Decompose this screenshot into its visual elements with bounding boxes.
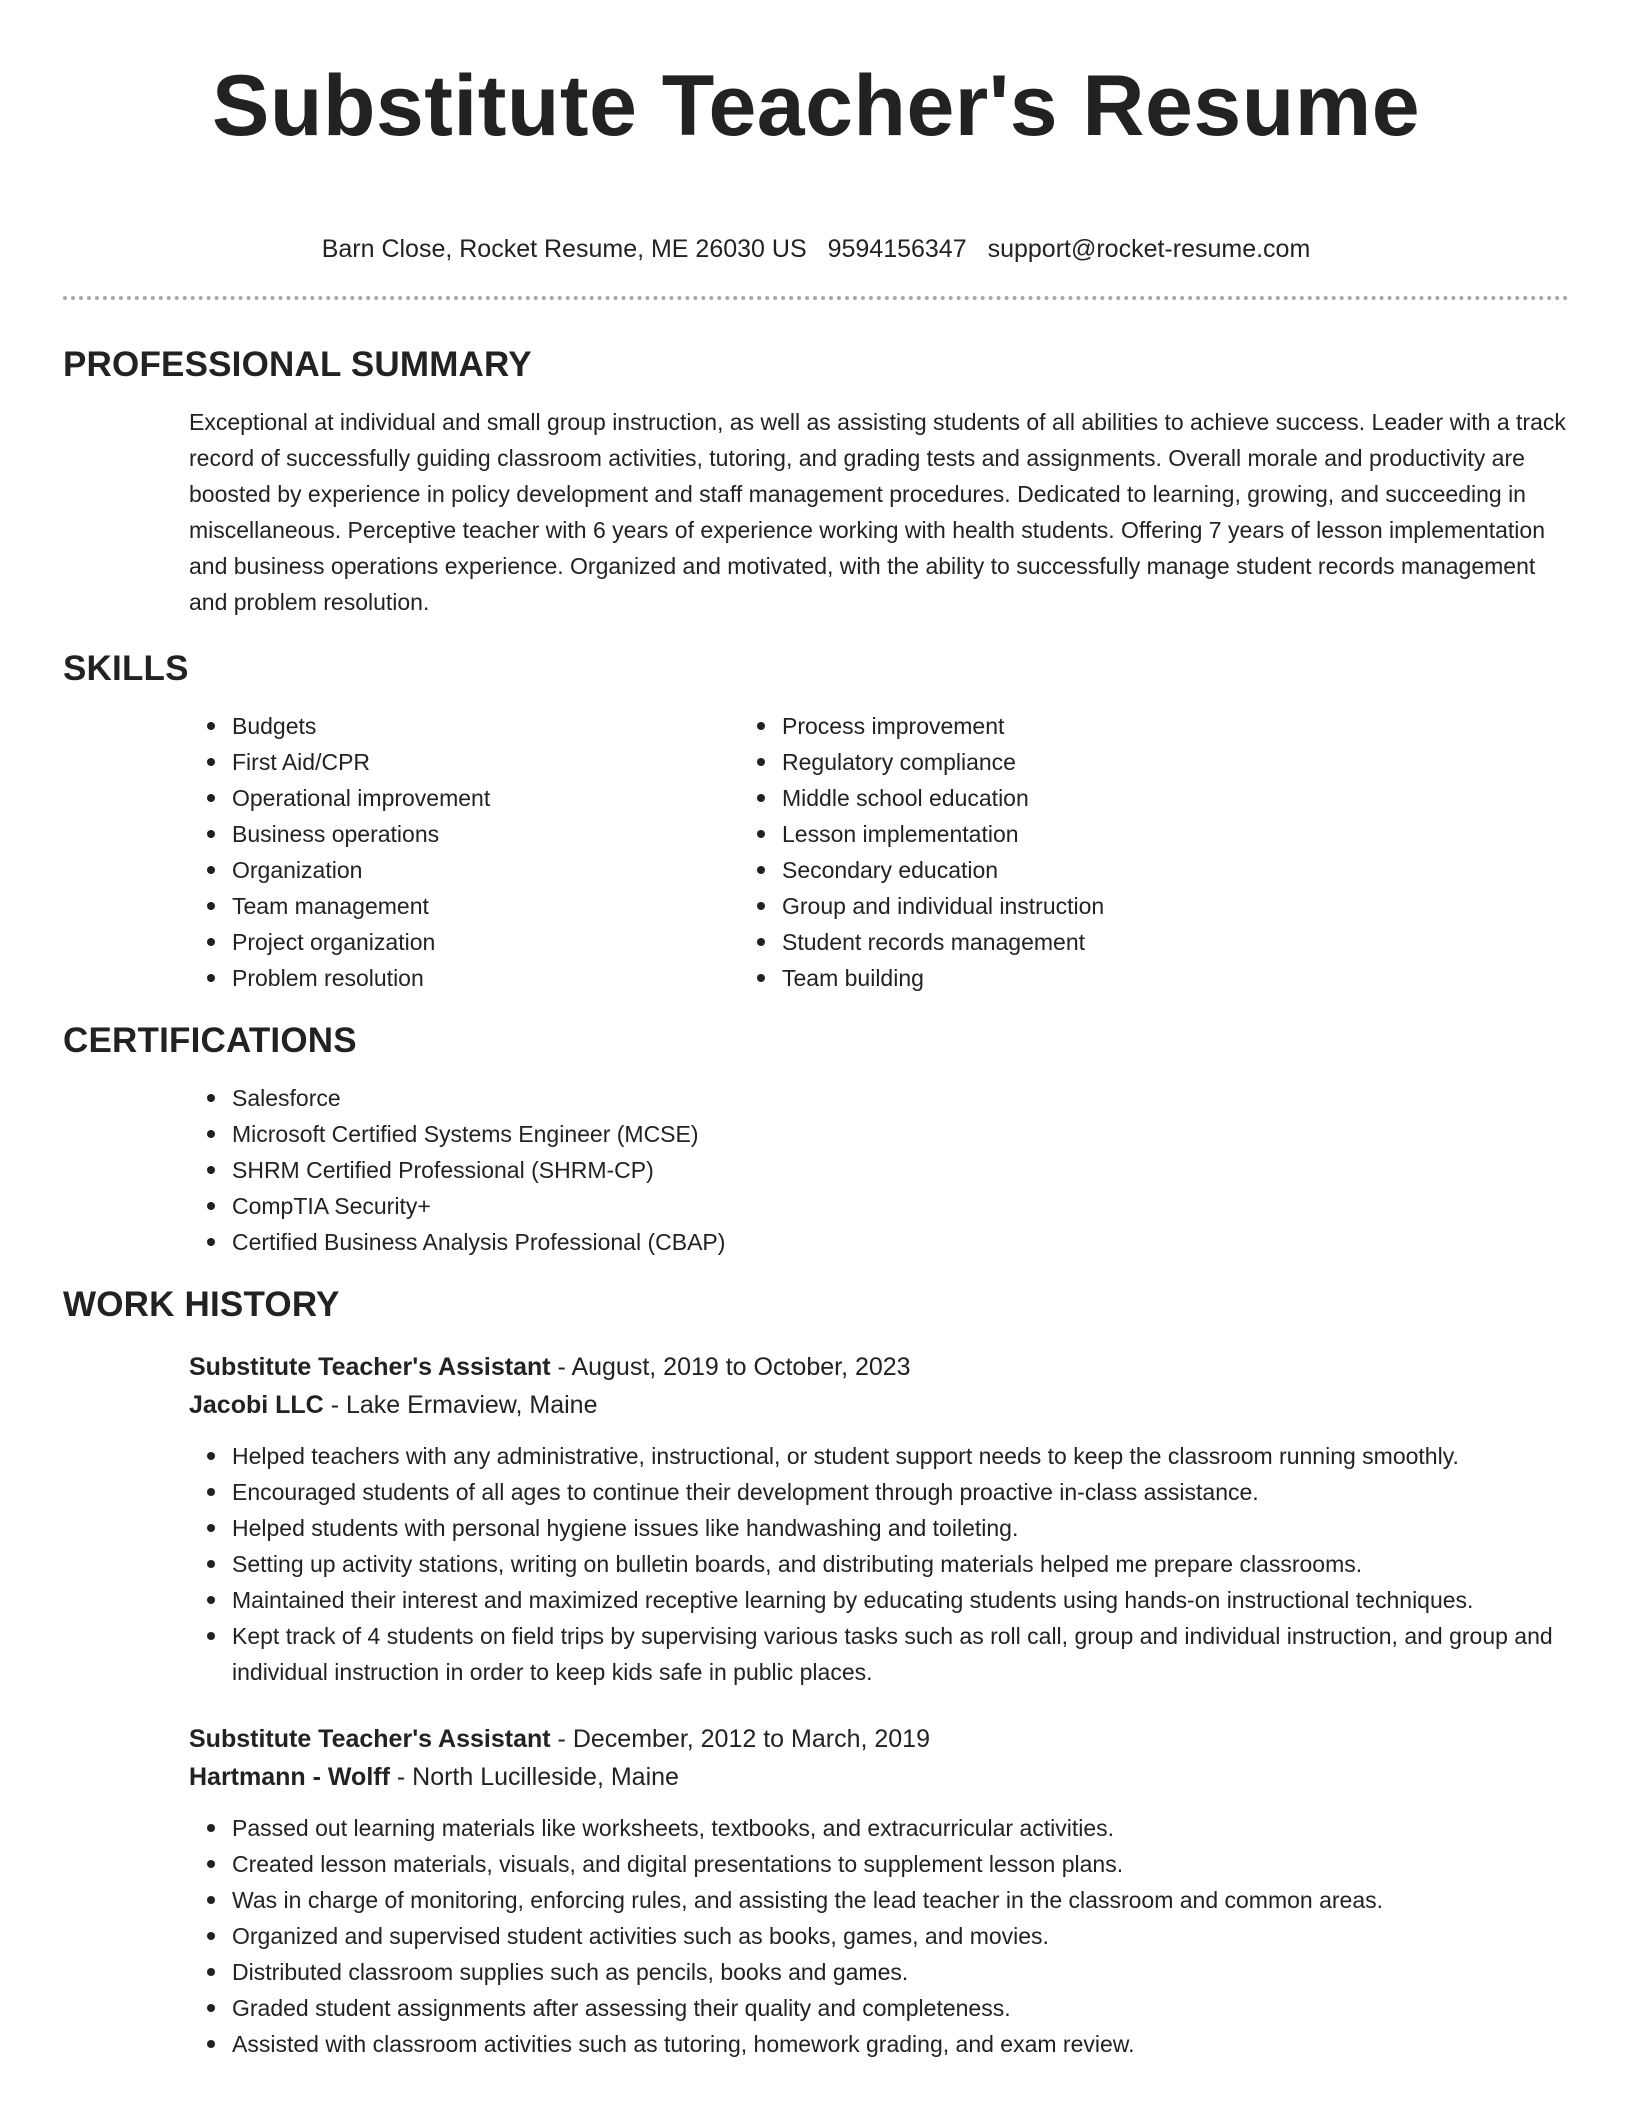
- job-dates: - August, 2019 to October, 2023: [550, 1353, 911, 1381]
- skill-item: Business operations: [63, 816, 742, 852]
- skill-item: Middle school education: [742, 780, 1421, 816]
- certifications-heading: CERTIFICATIONS: [63, 1021, 357, 1060]
- job-company: Hartmann - Wolff: [189, 1763, 390, 1791]
- job-duty: Kept track of 4 students on field trips by supervising various tasks such as roll call, group and individual instruction, and group and individual instruction in order to keep kids safe in public places.: [63, 1618, 1569, 1690]
- job-role-line: [189, 1348, 1569, 1386]
- skill-item: Group and individual instruction: [742, 888, 1421, 924]
- job-duties-list: [63, 1438, 1569, 1690]
- certification-item: Certified Business Analysis Professional (CBAP): [63, 1224, 1569, 1260]
- job-duty: Assisted with classroom activities such as tutoring, homework grading, and exam review.: [63, 2026, 1569, 2062]
- job-location: - Lake Ermaview, Maine: [323, 1391, 598, 1419]
- job-duty: Organized and supervised student activities such as books, games, and movies.: [63, 1918, 1569, 1954]
- work-history-heading: WORK HISTORY: [63, 1285, 340, 1324]
- skill-item: First Aid/CPR: [63, 744, 742, 780]
- skill-item: Project organization: [63, 924, 742, 960]
- job-entry: [63, 1348, 1569, 1690]
- contact-info: [63, 234, 1569, 264]
- skills-column-left: [63, 708, 742, 996]
- email: support@rocket-resume.com: [987, 235, 1311, 263]
- job-duty: Created lesson materials, visuals, and digital presentations to supplement lesson plans.: [63, 1846, 1569, 1882]
- job-duty: Setting up activity stations, writing on bulletin boards, and distributing materials helped me prepare classrooms.: [63, 1546, 1569, 1582]
- skill-item: Team management: [63, 888, 742, 924]
- certification-item: CompTIA Security+: [63, 1188, 1569, 1224]
- job-dates: - December, 2012 to March, 2019: [550, 1725, 930, 1753]
- certifications-list: [63, 1080, 1569, 1260]
- job-duty: Was in charge of monitoring, enforcing rules, and assisting the lead teacher in the classroom and common areas.: [63, 1882, 1569, 1918]
- skill-item: Budgets: [63, 708, 742, 744]
- skills-list: [63, 708, 1569, 996]
- phone: 9594156347: [827, 235, 967, 263]
- skills-column-right: [742, 708, 1421, 996]
- job-duties-list: [63, 1810, 1569, 2062]
- job-duty: Passed out learning materials like worksheets, textbooks, and extracurricular activities.: [63, 1810, 1569, 1846]
- job-duty: Graded student assignments after assessing their quality and completeness.: [63, 1990, 1569, 2026]
- job-location: - North Lucilleside, Maine: [389, 1763, 679, 1791]
- certification-item: Microsoft Certified Systems Engineer (MCSE): [63, 1116, 1569, 1152]
- skill-item: Organization: [63, 852, 742, 888]
- skill-item: Operational improvement: [63, 780, 742, 816]
- job-role-line: [189, 1720, 1569, 1758]
- job-role: Substitute Teacher's Assistant: [189, 1725, 551, 1753]
- skill-item: Regulatory compliance: [742, 744, 1421, 780]
- job-duty: Helped students with personal hygiene issues like handwashing and toileting.: [63, 1510, 1569, 1546]
- summary-text: Exceptional at individual and small group instruction, as well as assisting students of all abilities to achieve success. Leader with a track record of successfully guiding classroom activities, tutoring, and grading tests and assignments. Overall morale and productivity are boosted by experience in policy development and staff management procedures. Dedicated to learning, growing, and succeeding in miscellaneous. Perceptive teacher with 6 years of experience working with health students. Offering 7 years of lesson implementation and business operations experience. Organized and motivated, with the ability to successfully manage student records management and problem resolution.: [189, 409, 1566, 615]
- skill-item: Lesson implementation: [742, 816, 1421, 852]
- skill-item: Student records management: [742, 924, 1421, 960]
- job-duty: Maintained their interest and maximized receptive learning by educating students using hands-on instructional techniques.: [63, 1582, 1569, 1618]
- header-divider: [63, 296, 1569, 300]
- job-duty: Helped teachers with any administrative, instructional, or student support needs to keep the classroom running smoothly.: [63, 1438, 1569, 1474]
- certification-item: SHRM Certified Professional (SHRM-CP): [63, 1152, 1569, 1188]
- address: Barn Close, Rocket Resume, ME 26030 US: [321, 235, 807, 263]
- skills-heading: SKILLS: [63, 649, 189, 688]
- resume-name: Substitute Teacher's Resume: [211, 58, 1421, 154]
- job-duty: Distributed classroom supplies such as pencils, books and games.: [63, 1954, 1569, 1990]
- job-company: Jacobi LLC: [189, 1391, 324, 1419]
- skill-item: Problem resolution: [63, 960, 742, 996]
- skill-item: Secondary education: [742, 852, 1421, 888]
- skill-item: Process improvement: [742, 708, 1421, 744]
- job-company-line: [189, 1386, 1569, 1424]
- skill-item: Team building: [742, 960, 1421, 996]
- job-company-line: [189, 1758, 1569, 1796]
- summary-heading: PROFESSIONAL SUMMARY: [63, 345, 532, 384]
- job-duty: Encouraged students of all ages to continue their development through proactive in-class assistance.: [63, 1474, 1569, 1510]
- certification-item: Salesforce: [63, 1080, 1569, 1116]
- job-entry: [63, 1720, 1569, 2062]
- job-role: Substitute Teacher's Assistant: [189, 1353, 551, 1381]
